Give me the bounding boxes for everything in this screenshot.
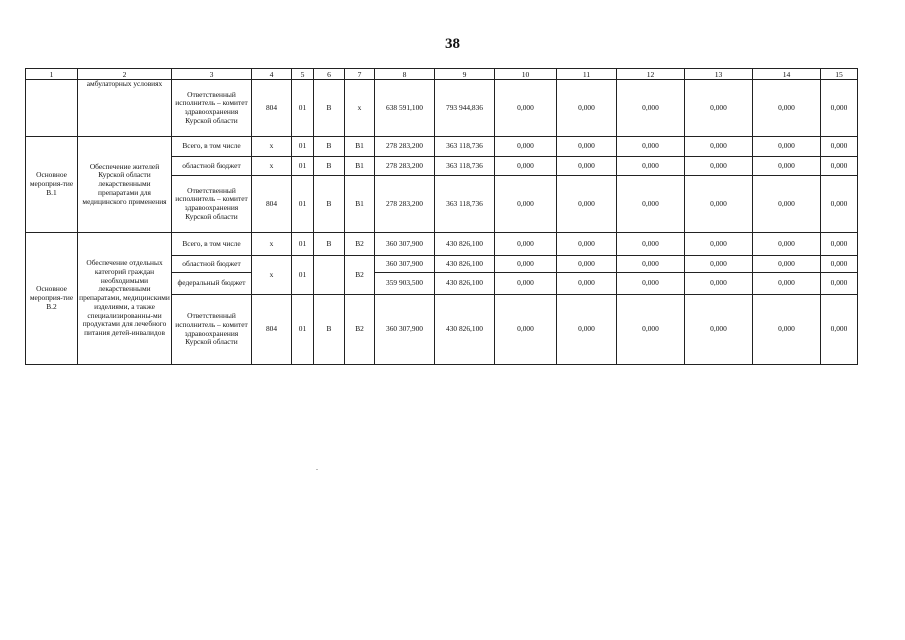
code-cell: 804 [252, 176, 292, 233]
amount-cell: 430 826,100 [435, 256, 495, 273]
amount-cell: 0,000 [495, 137, 557, 157]
code-cell: х [252, 256, 292, 295]
amount-cell: 0,000 [821, 233, 858, 256]
header-cell: 14 [753, 69, 821, 80]
code-cell: В [314, 137, 345, 157]
code-cell: х [252, 157, 292, 176]
header-row [26, 69, 858, 80]
event-name-cell: Основное мероприя-тие В.2 [26, 233, 78, 365]
amount-cell: 0,000 [495, 233, 557, 256]
amount-cell: 0,000 [685, 273, 753, 295]
event-description-cell: амбулаторных условиях [78, 80, 172, 137]
code-cell: В [314, 80, 345, 137]
code-cell: В2 [345, 256, 375, 295]
amount-cell: 0,000 [617, 256, 685, 273]
code-cell: 01 [292, 295, 314, 365]
code-cell: 01 [292, 256, 314, 295]
amount-cell: 0,000 [557, 273, 617, 295]
amount-cell: 0,000 [685, 256, 753, 273]
header-cell: 6 [314, 69, 345, 80]
amount-cell: 0,000 [617, 157, 685, 176]
amount-cell: 363 118,736 [435, 176, 495, 233]
funding-source-cell: Всего, в том числе [172, 137, 252, 157]
amount-cell: 793 944,836 [435, 80, 495, 137]
code-cell: В [314, 157, 345, 176]
header-cell: 12 [617, 69, 685, 80]
amount-cell: 0,000 [495, 157, 557, 176]
amount-cell: 0,000 [617, 176, 685, 233]
code-cell: 804 [252, 80, 292, 137]
funding-source-cell: областной бюджет [172, 256, 252, 273]
amount-cell: 0,000 [557, 80, 617, 137]
code-cell [314, 256, 345, 295]
amount-cell: 359 903,500 [375, 273, 435, 295]
amount-cell: 0,000 [557, 295, 617, 365]
amount-cell: 0,000 [495, 80, 557, 137]
amount-cell: 0,000 [617, 137, 685, 157]
code-cell: 01 [292, 137, 314, 157]
event-name-cell [26, 80, 78, 137]
code-cell: В1 [345, 157, 375, 176]
code-cell: 01 [292, 157, 314, 176]
funding-source-cell: областной бюджет [172, 157, 252, 176]
amount-cell: 430 826,100 [435, 233, 495, 256]
code-cell: В2 [345, 233, 375, 256]
amount-cell: 0,000 [685, 157, 753, 176]
amount-cell: 0,000 [617, 233, 685, 256]
code-cell: х [345, 80, 375, 137]
amount-cell: 360 307,900 [375, 295, 435, 365]
amount-cell: 0,000 [753, 233, 821, 256]
amount-cell: 0,000 [685, 233, 753, 256]
amount-cell: 360 307,900 [375, 233, 435, 256]
header-cell: 5 [292, 69, 314, 80]
amount-cell: 0,000 [753, 157, 821, 176]
amount-cell: 0,000 [557, 256, 617, 273]
header-cell: 15 [821, 69, 858, 80]
code-cell: В1 [345, 137, 375, 157]
header-cell: 1 [26, 69, 78, 80]
amount-cell: 0,000 [821, 273, 858, 295]
amount-cell: 0,000 [753, 295, 821, 365]
amount-cell: 0,000 [495, 256, 557, 273]
header-cell: 10 [495, 69, 557, 80]
amount-cell: 0,000 [753, 256, 821, 273]
header-cell: 13 [685, 69, 753, 80]
amount-cell: 0,000 [617, 295, 685, 365]
header-cell: 9 [435, 69, 495, 80]
amount-cell: 0,000 [821, 157, 858, 176]
header-cell: 2 [78, 69, 172, 80]
amount-cell: 0,000 [821, 295, 858, 365]
header-cell: 8 [375, 69, 435, 80]
funding-source-cell: Ответственный исполнитель – комитет здравоохранения Курской области [172, 176, 252, 233]
code-cell: В2 [345, 295, 375, 365]
table-row [26, 80, 858, 137]
funding-source-cell: Ответственный исполнитель – комитет здравоохранения Курской области [172, 295, 252, 365]
header-cell: 4 [252, 69, 292, 80]
amount-cell: 0,000 [753, 176, 821, 233]
amount-cell: 0,000 [495, 295, 557, 365]
header-cell: 7 [345, 69, 375, 80]
amount-cell: 0,000 [557, 176, 617, 233]
amount-cell: 360 307,900 [375, 256, 435, 273]
funding-source-cell: Всего, в том числе [172, 233, 252, 256]
amount-cell: 0,000 [617, 273, 685, 295]
code-cell: В [314, 233, 345, 256]
amount-cell: 0,000 [617, 80, 685, 137]
amount-cell: 0,000 [753, 137, 821, 157]
amount-cell: 0,000 [685, 295, 753, 365]
scan-speck [316, 469, 318, 470]
event-description-cell: Обеспечение отдельных категорий граждан необходимыми лекарственными препаратами, медицинскими изделиями, а также специализированны-ми продуктами для лечебного питания детей-инвалидов [78, 233, 172, 365]
amount-cell: 363 118,736 [435, 137, 495, 157]
funding-source-cell: Ответственный исполнитель – комитет здравоохранения Курской области [172, 80, 252, 137]
event-name-cell: Основное мероприя-тие В.1 [26, 137, 78, 233]
funding-source-cell: федеральный бюджет [172, 273, 252, 295]
page-number: 38 [445, 36, 460, 52]
amount-cell: 0,000 [495, 176, 557, 233]
code-cell: 01 [292, 233, 314, 256]
code-cell: х [252, 233, 292, 256]
header-cell: 11 [557, 69, 617, 80]
amount-cell: 0,000 [821, 80, 858, 137]
amount-cell: 430 826,100 [435, 295, 495, 365]
amount-cell: 363 118,736 [435, 157, 495, 176]
amount-cell: 0,000 [557, 137, 617, 157]
code-cell: 804 [252, 295, 292, 365]
amount-cell: 0,000 [821, 176, 858, 233]
amount-cell: 0,000 [557, 233, 617, 256]
amount-cell: 0,000 [685, 176, 753, 233]
code-cell: В [314, 176, 345, 233]
amount-cell: 638 591,100 [375, 80, 435, 137]
amount-cell: 0,000 [685, 80, 753, 137]
code-cell: В1 [345, 176, 375, 233]
code-cell: х [252, 137, 292, 157]
amount-cell: 278 283,200 [375, 157, 435, 176]
amount-cell: 0,000 [821, 137, 858, 157]
code-cell: В [314, 295, 345, 365]
amount-cell: 0,000 [557, 157, 617, 176]
table-row [26, 233, 858, 256]
code-cell: 01 [292, 176, 314, 233]
budget-table [25, 68, 858, 365]
code-cell: 01 [292, 80, 314, 137]
amount-cell: 0,000 [495, 273, 557, 295]
event-description-cell: Обеспечение жителей Курской области лекарственными препаратами для медицинского применения [78, 137, 172, 233]
amount-cell: 278 283,200 [375, 137, 435, 157]
header-cell: 3 [172, 69, 252, 80]
amount-cell: 0,000 [753, 80, 821, 137]
amount-cell: 0,000 [821, 256, 858, 273]
table-row [26, 137, 858, 157]
amount-cell: 0,000 [753, 273, 821, 295]
amount-cell: 430 826,100 [435, 273, 495, 295]
amount-cell: 278 283,200 [375, 176, 435, 233]
amount-cell: 0,000 [685, 137, 753, 157]
